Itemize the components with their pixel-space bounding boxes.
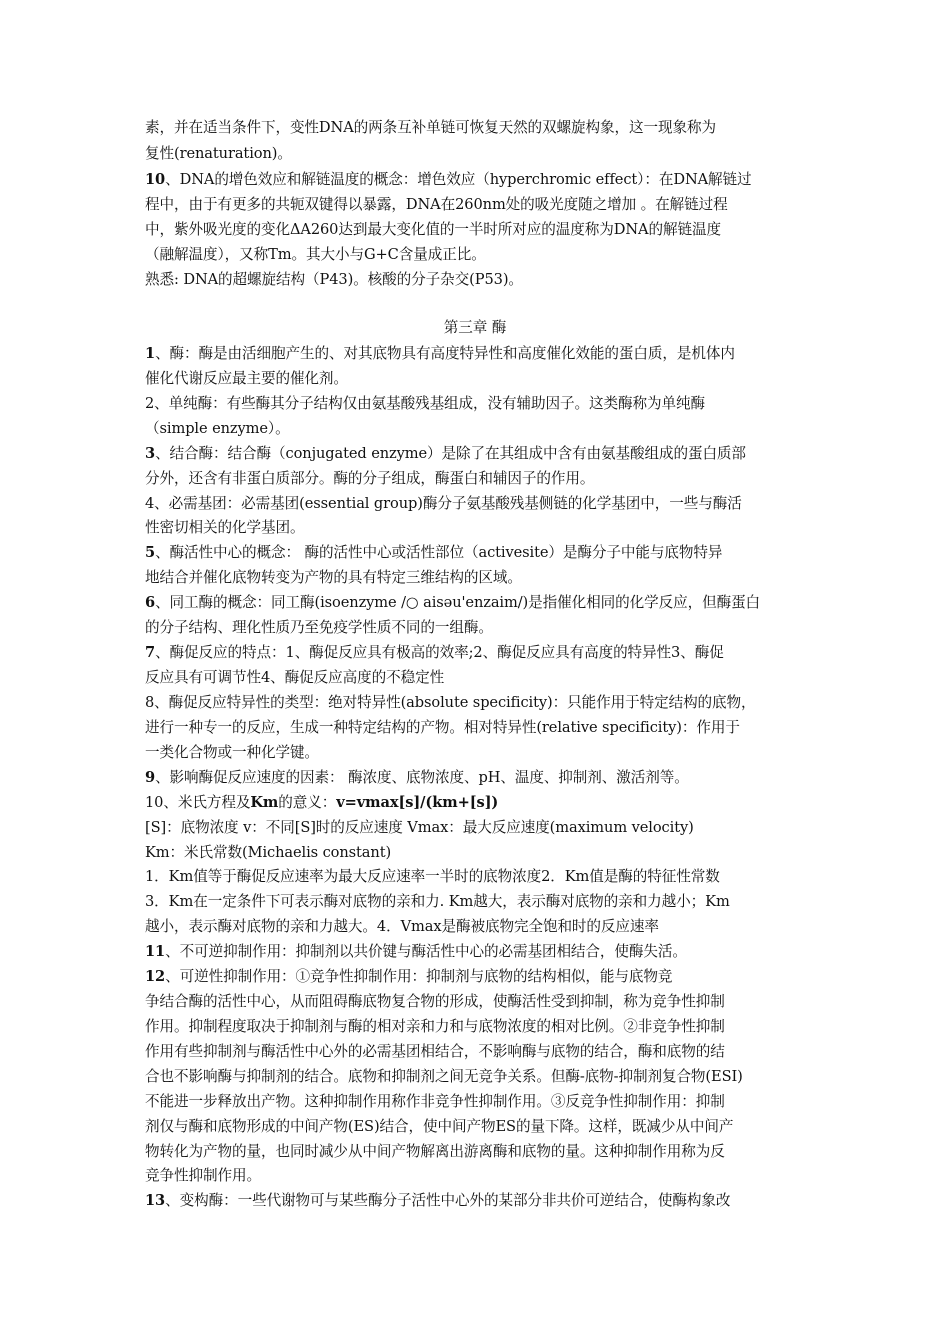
- item-number: 10: [145, 171, 166, 188]
- item-number: 1: [145, 345, 156, 362]
- item-text: 、结合酶：结合酶（conjugated enzyme）是除了在其组成中含有由氨基酸组成的蛋白质部: [155, 445, 746, 462]
- item-number: 7: [145, 644, 156, 661]
- text-line: 物转化为产物的量，也同时减少从中间产物解离出游离酶和底物的量。这种抑制作用称为反: [145, 1143, 725, 1160]
- text-line: [145, 344, 735, 364]
- item-number: 5: [145, 544, 156, 561]
- text-line: 复性(renaturation)。: [145, 145, 292, 162]
- text-line: [145, 543, 722, 563]
- text-line: 催化代谢反应最主要的催化剂。: [145, 370, 348, 387]
- text-line: 作用有些抑制剂与酶活性中心外的必需基团相结合，不影响酶与底物的结合，酶和底物的结: [145, 1043, 725, 1060]
- item-text: 、影响酶促反应速度的因素： 酶浓度、底物浓度、pH、温度、抑制剂、激活剂等。: [155, 769, 689, 786]
- text-line: [145, 793, 498, 813]
- text-line: 争结合酶的活性中心，从而阻碍酶底物复合物的形成，使酶活性受到抑制，称为竞争性抑制: [145, 993, 725, 1010]
- text-line: 越小，表示酶对底物的亲和力越大。4．Vmax是酶被底物完全饱和时的反应速率: [145, 918, 659, 935]
- text-line: [145, 1191, 730, 1211]
- text-line: 剂仅与酶和底物形成的中间产物(ES)结合，使中间产物ES的量下降。这样，既减少从中间产: [145, 1118, 734, 1135]
- text-line: 2、单纯酶：有些酶其分子结构仅由氨基酸残基组成，没有辅助因子。这类酶称为单纯酶: [145, 395, 705, 412]
- text-line: 合也不影响酶与抑制剂的结合。底物和抑制剂之间无竞争关系。但酶-底物-抑制剂复合物(ESI): [145, 1068, 743, 1085]
- text-line: 分外，还含有非蛋白质部分。酶的分子组成，酶蛋白和辅因子的作用。: [145, 470, 595, 487]
- item-number: 6: [145, 594, 156, 611]
- text-line: 地结合并催化底物转变为产物的具有特定三维结构的区域。: [145, 569, 522, 586]
- text-line: 程中，由于有更多的共轭双键得以暴露，DNA在260nm处的吸光度随之增加 。在解链过程: [145, 196, 728, 213]
- item-text: 的意义：: [278, 794, 337, 811]
- chapter-title: 第三章 酶: [443, 319, 507, 336]
- text-line: 3．Km在一定条件下可表示酶对底物的亲和力. Km越大，表示酶对底物的亲和力越小；Km: [145, 893, 730, 910]
- item-number: 9: [145, 769, 156, 786]
- text-line: 4、必需基团：必需基团(essential group)酶分子氨基酸残基侧链的化学基团中，一些与酶活: [145, 495, 742, 512]
- text-line: [145, 967, 672, 987]
- text-line: [145, 942, 687, 962]
- text-line: 不能进一步释放出产物。这种抑制作用称作非竞争性抑制作用。③反竞争性抑制作用：抑制: [145, 1093, 725, 1110]
- michaelis-equation: v=vmax[s]/(km+[s]): [336, 794, 499, 811]
- text-line: [145, 768, 689, 788]
- text-line: （simple enzyme）。: [145, 420, 290, 437]
- item-text: 、酶：酶是由活细胞产生的、对其底物具有高度特异性和高度催化效能的蛋白质，是机体内: [155, 345, 735, 362]
- text-line: Km：米氏常数(Michaelis constant): [145, 844, 392, 861]
- item-number: 11: [145, 943, 166, 960]
- item-text: 、变构酶：一些代谢物可与某些酶分子活性中心外的某部分非共价可逆结合，使酶构象改: [165, 1192, 731, 1209]
- text-line: （融解温度），又称Tm。其大小与G+C含量成正比。: [145, 246, 486, 263]
- text-line: 熟悉: DNA的超螺旋结构（P43)。核酸的分子杂交(P53)。: [145, 271, 523, 288]
- text-line: 8、酶促反应特异性的类型：绝对特异性(absolute specificity)：只能作用于特定结构的底物，: [145, 694, 756, 711]
- item-text: 、DNA的增色效应和解链温度的概念：增色效应（hyperchromic effect）：在DNA解链过: [165, 171, 752, 188]
- item-number: 12: [145, 968, 166, 985]
- text-line: 反应具有可调节性4、酶促反应高度的不稳定性: [145, 669, 445, 686]
- item-text: 、可逆性抑制作用：①竞争性抑制作用：抑制剂与底物的结构相似，能与底物竞: [165, 968, 673, 985]
- text-line: [S]：底物浓度 v：不同[S]时的反应速度 Vmax：最大反应速度(maximum velocity): [145, 819, 694, 836]
- text-line: 进行一种专一的反应，生成一种特定结构的产物。相对特异性(relative specificity)：作用于: [145, 719, 740, 736]
- text-line: 中，紫外吸光度的变化ΔA260达到最大变化值的一半时所对应的温度称为DNA的解链温度: [145, 221, 721, 238]
- item-text: 、酶促反应的特点：1、酶促反应具有极高的效率;2、酶促反应具有高度的特异性3、酶促: [155, 644, 724, 661]
- item-number: 13: [145, 1192, 166, 1209]
- item-text: 10、米氏方程及: [145, 794, 251, 811]
- text-line: 竞争性抑制作用。: [145, 1167, 261, 1184]
- km-bold: Km: [250, 794, 279, 811]
- text-line: 作用。抑制程度取决于抑制剂与酶的相对亲和力和与底物浓度的相对比例。②非竞争性抑制: [145, 1018, 725, 1035]
- text-line: [145, 643, 724, 663]
- text-line: 素，并在适当条件下，变性DNA的两条互补单链可恢复天然的双螺旋构象，这一现象称为: [145, 119, 716, 136]
- item-text: 、酶活性中心的概念： 酶的活性中心或活性部位（activesite）是酶分子中能与底物特异: [155, 544, 723, 561]
- item-text: 、同工酶的概念：同工酶(isoenzyme /○ aisəu'enzaim/)是指催化相同的化学反应，但酶蛋白: [155, 594, 761, 611]
- text-line: 的分子结构、理化性质乃至免疫学性质不同的一组酶。: [145, 619, 493, 636]
- text-line: 性密切相关的化学基团。: [145, 519, 305, 536]
- text-line: [145, 170, 752, 190]
- text-line: [145, 444, 746, 464]
- item-text: 、不可逆抑制作用：抑制剂以共价键与酶活性中心的必需基团相结合，使酶失活。: [165, 943, 687, 960]
- text-line: 1．Km值等于酶促反应速率为最大反应速率一半时的底物浓度2．Km值是酶的特征性常数: [145, 868, 720, 885]
- text-line: 一类化合物或一种化学键。: [145, 744, 319, 761]
- item-number: 3: [145, 445, 156, 462]
- text-line: [145, 593, 760, 613]
